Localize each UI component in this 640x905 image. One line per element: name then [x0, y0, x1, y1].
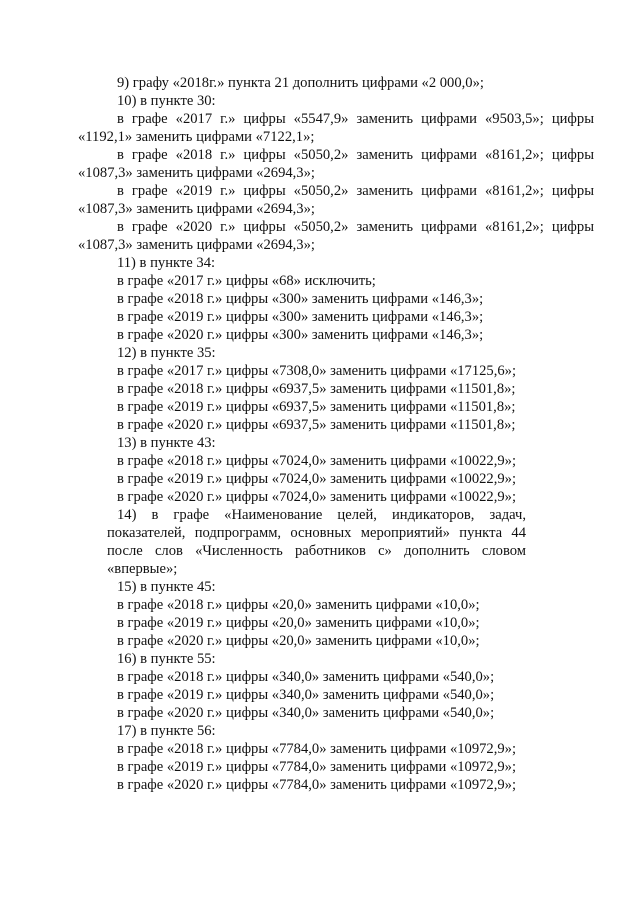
- text-line: показателей, подпрограмм, основных мероприятий» пункта 44: [107, 525, 526, 541]
- text-line: в графе «2018 г.» цифры «20,0» заменить цифрами «10,0»;: [117, 597, 480, 613]
- text-line: в графе «2019 г.» цифры «20,0» заменить цифрами «10,0»;: [117, 615, 480, 631]
- text-line: в графе «2018 г.» цифры «6937,5» заменить цифрами «11501,8»;: [117, 381, 516, 397]
- text-line: в графе «2018 г.» цифры «7784,0» заменить цифрами «10972,9»;: [117, 741, 517, 757]
- text-line: в графе «2020 г.» цифры «300» заменить цифрами «146,3»;: [117, 327, 484, 343]
- text-line: в графе «2019 г.» цифры «5050,2» заменить цифрами «8161,2»; цифры: [117, 183, 594, 199]
- text-line: в графе «2020 г.» цифры «6937,5» заменить цифрами «11501,8»;: [117, 417, 516, 433]
- text-line: в графе «2020 г.» цифры «7024,0» заменить цифрами «10022,9»;: [117, 489, 517, 505]
- text-line: «впервые»;: [107, 561, 178, 577]
- text-line: 11) в пункте 34:: [117, 255, 216, 271]
- text-line: «1087,3» заменить цифрами «2694,3»;: [78, 165, 315, 181]
- text-line: в графе «2020 г.» цифры «340,0» заменить цифрами «540,0»;: [117, 705, 495, 721]
- text-line: 17) в пункте 56:: [117, 723, 216, 739]
- text-line: в графе «2017 г.» цифры «7308,0» заменить цифрами «17125,6»;: [117, 363, 517, 379]
- text-line: после слов «Численность работников с» дополнить словом: [107, 543, 526, 559]
- text-line: «1192,1» заменить цифрами «7122,1»;: [78, 129, 315, 145]
- text-line: в графе «2018 г.» цифры «5050,2» заменить цифрами «8161,2»; цифры: [117, 147, 594, 163]
- text-line: в графе «2018 г.» цифры «300» заменить цифрами «146,3»;: [117, 291, 484, 307]
- text-line: 12) в пункте 35:: [117, 345, 216, 361]
- text-line: 13) в пункте 43:: [117, 435, 216, 451]
- text-line: в графе «2017 г.» цифры «5547,9» заменить цифрами «9503,5»; цифры: [117, 111, 594, 127]
- text-line: в графе «2020 г.» цифры «5050,2» заменить цифрами «8161,2»; цифры: [117, 219, 594, 235]
- text-line: в графе «2019 г.» цифры «7024,0» заменить цифрами «10022,9»;: [117, 471, 517, 487]
- text-line: в графе «2020 г.» цифры «7784,0» заменить цифрами «10972,9»;: [117, 777, 517, 793]
- text-line: в графе «2017 г.» цифры «68» исключить;: [117, 273, 376, 289]
- text-line: в графе «2019 г.» цифры «7784,0» заменить цифрами «10972,9»;: [117, 759, 517, 775]
- text-line: 9) графу «2018г.» пункта 21 дополнить цифрами «2 000,0»;: [117, 75, 484, 91]
- text-line: 14) в графе «Наименование целей, индикаторов, задач,: [117, 507, 526, 523]
- text-line: 15) в пункте 45:: [117, 579, 216, 595]
- text-line: «1087,3» заменить цифрами «2694,3»;: [78, 201, 315, 217]
- text-line: в графе «2019 г.» цифры «340,0» заменить цифрами «540,0»;: [117, 687, 495, 703]
- text-line: 16) в пункте 55:: [117, 651, 216, 667]
- text-line: 10) в пункте 30:: [117, 93, 216, 109]
- text-line: в графе «2019 г.» цифры «300» заменить цифрами «146,3»;: [117, 309, 484, 325]
- text-line: «1087,3» заменить цифрами «2694,3»;: [78, 237, 315, 253]
- text-line: в графе «2020 г.» цифры «20,0» заменить цифрами «10,0»;: [117, 633, 480, 649]
- text-line: в графе «2018 г.» цифры «7024,0» заменить цифрами «10022,9»;: [117, 453, 517, 469]
- text-line: в графе «2018 г.» цифры «340,0» заменить цифрами «540,0»;: [117, 669, 495, 685]
- text-line: в графе «2019 г.» цифры «6937,5» заменить цифрами «11501,8»;: [117, 399, 516, 415]
